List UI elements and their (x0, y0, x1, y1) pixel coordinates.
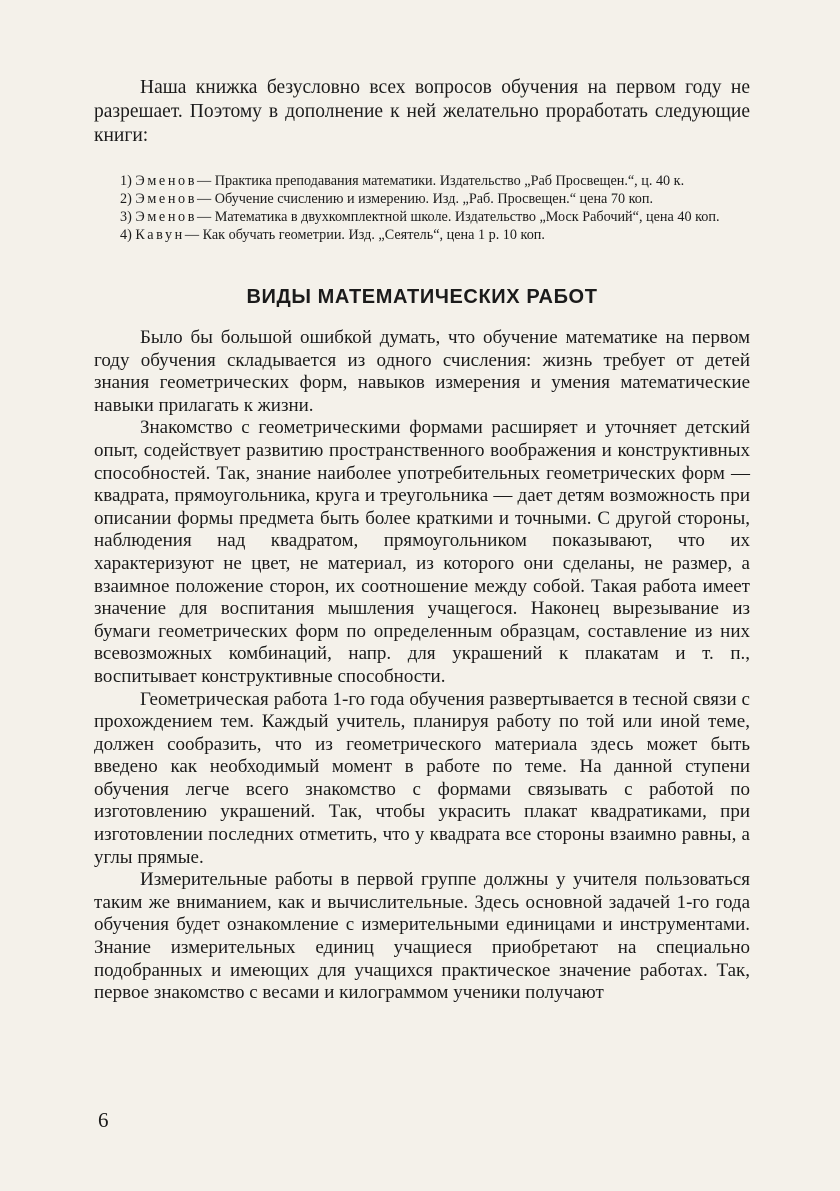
page-content (94, 76, 750, 1005)
section-heading: ВИДЫ МАТЕМАТИЧЕСКИХ РАБОТ (246, 286, 598, 308)
body-text (94, 327, 750, 1005)
body-paragraph: Знакомство с геометрическими формами расширяет и уточняет детский опыт, содействует развитию пространственного воображения и конструктивных способностей. Так, знание наиболее употребительных геометрических форм — квадрата, прямоугольника, круга и треугольника — дает детям возможность при описании формы предмета быть более краткими и точными. С другой стороны, наблюдения над квадратом, прямоугольником показывают, что их характеризуют не цвет, не материал, из которого они сделаны, не размер, а взаимное положение сторон, их соотношение между собой. Такая работа имеет значение для воспитания мышления учащегося. Наконец вырезывание из бумаги геометрических форм по определенным образцам, составление из них всевозможных комбинаций, напр. для украшений к плакатам и т. п., воспитывает конструктивные способности. (94, 417, 750, 687)
reference-item: 3) Эменов— Математика в двухкомплектной школе. Издательство „Моск Рабочий“, цена 40 коп. (120, 209, 720, 225)
reference-item: 4) Кавун— Как обучать геометрии. Изд. „Сеятель“, цена 1 р. 10 коп. (120, 227, 545, 243)
reference-item: 1) Эменов— Практика преподавания математики. Издательство „Раб Просвещен.“, ц. 40 к. (120, 173, 685, 189)
reference-list (94, 172, 750, 244)
page-number: 6 (98, 1108, 109, 1132)
body-paragraph: Геометрическая работа 1-го года обучения развертывается в тесной связи с прохождением тем. Каждый учитель, планируя работу по той или иной теме, должен сообразить, что из геометрического материала здесь может быть введено как необходимый момент в работе по теме. На данной ступени обучения легче всего знакомство с формами связывать с работой по изготовлению украшений. Так, чтобы украсить плакат квадратиками, при изготовлении последних отметить, что у квадрата все стороны взаимно равны, а углы прямые. (94, 688, 750, 868)
body-paragraph: Было бы большой ошибкой думать, что обучение математике на первом году обучения складывается из одного счисления: жизнь требует от детей знания геометрических форм, навыков измерения и умения математические навыки прилагать к жизни. (94, 327, 750, 416)
reference-item: 2) Эменов— Обучение счислению и измерению. Изд. „Раб. Просвещен.“ цена 70 коп. (120, 191, 654, 207)
body-paragraph: Измерительные работы в первой группе должны у учителя пользоваться таким же вниманием, как и вычислительные. Здесь основной задачей 1-го года обучения будет ознакомление с измерительными единицами и инструментами. Знание измерительных единиц учащиеся приобретают на специально подобранных и имеющих для учащихся практическое значение работах. Так, первое знакомство с весами и килограммом ученики получают (94, 869, 750, 1004)
intro-paragraph: Наша книжка безусловно всех вопросов обучения на первом году не разрешает. Поэтому в дополнение к ней желательно проработать следующие книги: (94, 77, 750, 146)
intro-section (94, 76, 750, 148)
